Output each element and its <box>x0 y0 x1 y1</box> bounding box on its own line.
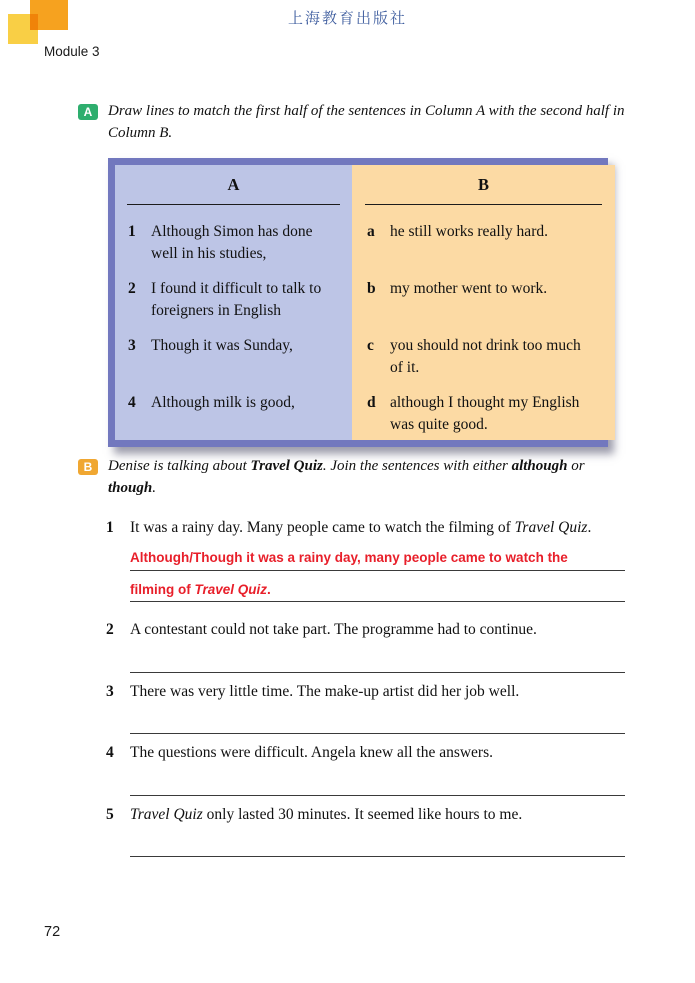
section-b <box>78 456 625 865</box>
column-a-header-cell <box>115 165 352 212</box>
match-item-number: 1 <box>128 223 136 240</box>
match-item-b-a <box>352 212 615 269</box>
section-a-instruction: Draw lines to match the first half of the sentences in Column A with the second half in Column B. <box>108 103 625 141</box>
match-item-a1 <box>115 212 352 269</box>
column-b-header: B <box>365 175 602 205</box>
match-item-b-c <box>352 326 615 383</box>
match-item-a4 <box>115 383 352 440</box>
exercise-number: 5 <box>106 805 114 823</box>
exercise-text: Travel Quiz only lasted 30 minutes. It seemed like hours to me. <box>130 805 523 823</box>
match-item-letter: b <box>367 280 376 297</box>
match-item-letter: d <box>367 394 376 411</box>
match-item-text: although I thought my English was quite good. <box>390 394 580 433</box>
exercise-item-1 <box>78 517 625 603</box>
exercise-item-5 <box>78 804 625 857</box>
page-number: 72 <box>44 924 61 940</box>
exercise-text: There was very little time. The make-up artist did her job well. <box>130 682 520 700</box>
section-a-badge: A <box>78 104 98 120</box>
answer-blank-line <box>130 703 625 734</box>
match-item-text: my mother went to work. <box>390 280 548 297</box>
exercise-number: 2 <box>106 621 114 639</box>
match-item-a2 <box>115 269 352 326</box>
column-b-header-cell <box>352 165 615 212</box>
handwritten-answer-line-2: filming of Travel Quiz. <box>130 580 625 603</box>
column-a-header: A <box>127 175 340 205</box>
exercise-text: The questions were difficult. Angela knew all the answers. <box>130 744 494 762</box>
match-item-letter: c <box>367 337 374 354</box>
publisher-title: 上海教育出版社 <box>287 9 407 27</box>
match-item-text: Although milk is good, <box>151 394 295 411</box>
exercise-number: 3 <box>106 682 114 700</box>
exercise-text: It was a rainy day. Many people came to watch the filming of Travel Quiz. <box>130 518 592 536</box>
match-item-number: 2 <box>128 280 136 297</box>
matching-table <box>108 158 608 447</box>
match-item-text: Though it was Sunday, <box>151 337 293 354</box>
decor-square-orange <box>30 0 68 30</box>
match-item-b-b <box>352 269 615 326</box>
match-item-text: he still works really hard. <box>390 223 548 240</box>
handwritten-answer-line-1: Although/Though it was a rainy day, many people came to watch the <box>130 548 625 571</box>
module-label: Module 3 <box>44 44 100 59</box>
exercise-text: A contestant could not take part. The programme had to continue. <box>130 621 537 639</box>
match-item-number: 4 <box>128 394 136 411</box>
match-item-text: I found it difficult to talk to foreigners in English <box>151 280 322 319</box>
answer-blank-line <box>130 765 625 796</box>
match-item-text: you should not drink too much of it. <box>390 337 581 376</box>
section-b-badge: B <box>78 459 98 475</box>
answer-blank-line <box>130 642 625 673</box>
match-item-letter: a <box>367 223 375 240</box>
answer-blank-line <box>130 826 625 857</box>
exercise-number: 1 <box>106 518 114 536</box>
match-item-number: 3 <box>128 337 136 354</box>
exercise-number: 4 <box>106 744 114 762</box>
section-b-header <box>78 456 625 500</box>
match-item-text: Although Simon has done well in his studies, <box>151 223 313 262</box>
exercise-item-2 <box>78 619 625 672</box>
section-b-instruction: Denise is talking about Travel Quiz. Join the sentences with either although or though. <box>108 458 585 496</box>
exercise-item-4 <box>78 742 625 795</box>
exercise-item-3 <box>78 681 625 734</box>
section-a <box>78 101 626 145</box>
match-item-b-d <box>352 383 615 440</box>
match-item-a3 <box>115 326 352 383</box>
